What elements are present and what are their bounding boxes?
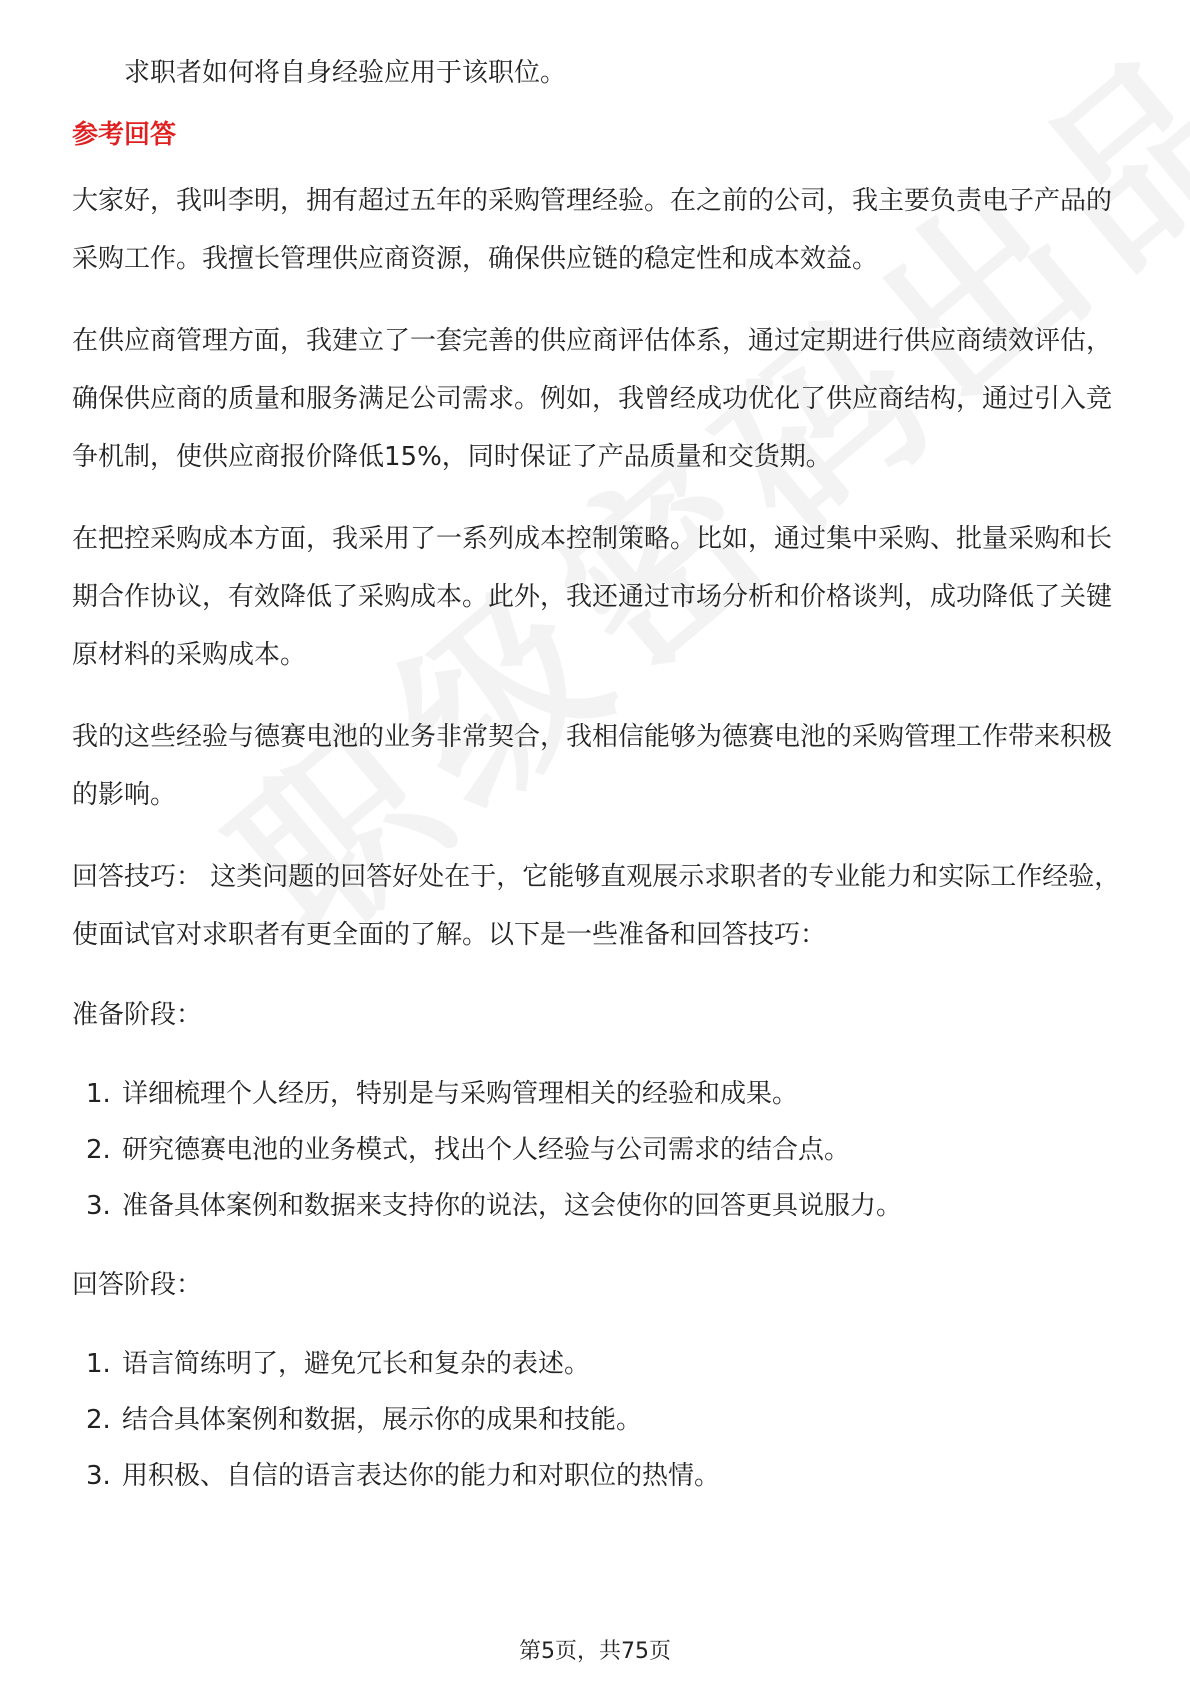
list-number: 1. (86, 1079, 111, 1109)
intro-line: 求职者如何将自身经验应用于该职位。 (124, 58, 567, 88)
list-item (72, 1066, 1132, 1122)
page-footer: 第5页，共75页 (519, 1639, 671, 1664)
answer-paragraph-3: 在把控采购成本方面，我采用了一系列成本控制策略。比如，通过集中采购、批量采购和长期合作协议，有效降低了采购成本。此外，我还通过市场分析和价格谈判，成功降低了关键原材料的采购成本。 (72, 524, 1113, 670)
list-number: 1. (86, 1349, 111, 1379)
list-text: 语言简练明了，避免冗长和复杂的表述。 (122, 1349, 591, 1379)
list-number: 3. (86, 1461, 111, 1491)
list-item (72, 1392, 1132, 1448)
list-text: 结合具体案例和数据，展示你的成果和技能。 (122, 1405, 643, 1435)
list-number: 2. (86, 1405, 111, 1435)
list-item (72, 1122, 1132, 1178)
list-text: 准备具体案例和数据来支持你的说法，这会使你的回答更具说服力。 (122, 1191, 903, 1221)
answer-paragraph-4: 我的这些经验与德赛电池的业务非常契合，我相信能够为德赛电池的采购管理工作带来积极的影响。 (72, 722, 1113, 810)
answer-tips-paragraph: 回答技巧： 这类问题的回答好处在于，它能够直观展示求职者的专业能力和实际工作经验，使面试官对求职者有更全面的了解。以下是一些准备和回答技巧： (72, 862, 1121, 950)
answer-paragraph-1: 大家好，我叫李明，拥有超过五年的采购管理经验。在之前的公司，我主要负责电子产品的采购工作。我擅长管理供应商资源，确保供应链的稳定性和成本效益。 (72, 186, 1113, 274)
list-number: 3. (86, 1191, 111, 1221)
list-text: 研究德赛电池的业务模式，找出个人经验与公司需求的结合点。 (122, 1135, 851, 1165)
list-text: 用积极、自信的语言表达你的能力和对职位的热情。 (122, 1461, 721, 1491)
reference-heading: 参考回答 (72, 120, 177, 150)
list-item (72, 1178, 1132, 1234)
list-text: 详细梳理个人经历，特别是与采购管理相关的经验和成果。 (122, 1079, 799, 1109)
list-number: 2. (86, 1135, 111, 1165)
list-item (72, 1448, 1132, 1504)
page-content (72, 44, 1132, 1504)
list-item (72, 1336, 1132, 1392)
answer-stage-title: 回答阶段： (72, 1270, 203, 1300)
prep-stage-title: 准备阶段： (72, 1000, 203, 1030)
answer-paragraph-2: 在供应商管理方面，我建立了一套完善的供应商评估体系，通过定期进行供应商绩效评估，确保供应商的质量和服务满足公司需求。例如，我曾经成功优化了供应商结构，通过引入竞争机制，使供应商报价降低15%，同时保证了产品质量和交货期。 (72, 326, 1113, 472)
prep-stage-list (72, 1066, 1132, 1234)
answer-stage-list (72, 1336, 1132, 1504)
